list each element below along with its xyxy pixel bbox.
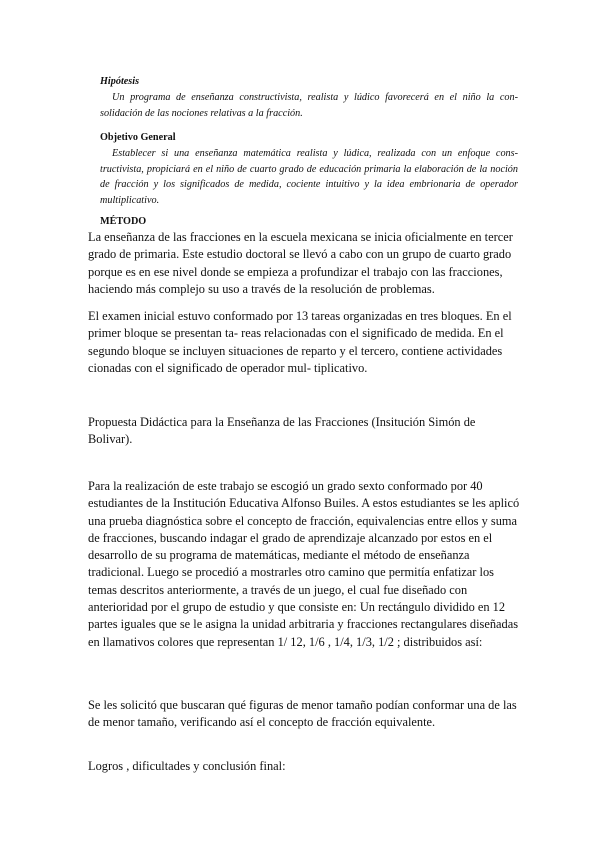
metodo-paragraph-1: La enseñanza de las fracciones en la escuela mexicana se inicia oficialmente en tercer grado de primaria. Este estudio doctoral se llevó a cabo con un grupo de cuarto grado porque es en ese nivel donde se empieza a profundizar el trabajo con las fracciones, haciendo más complejo su uso a través de la resolución de problemas. <box>88 230 513 296</box>
hipotesis-text: Un programa de enseñanza constructivista, realista y lúdico favorecerá en el niño la con- solidación de las nociones relativas a la fracción. <box>100 92 518 119</box>
objetivo-text: Establecer si una enseñanza matemática realista y lúdica, realizada con un enfoque cons- tructivista, propiciará en el niño de cuarto grado de educación primaria la elaboración de la noción de fracción y los significados de medida, cociente intuitivo y la idea embrionaria de operador multiplicativo. <box>100 148 518 206</box>
objetivo-heading: Objetivo General <box>100 132 176 143</box>
hipotesis-heading: Hipótesis <box>100 76 140 87</box>
logros-heading: Logros , dificultades y conclusión final: <box>88 759 286 773</box>
metodo-heading: MÉTODO <box>100 216 147 227</box>
metodo-paragraph-2: El examen inicial estuvo conformado por 13 tareas organizadas en tres bloques. En el primer bloque se presentan ta- reas relacionadas con el significado de medida. En el segundo bloque se incluyen situaciones de reparto y el tercero, contiene actividades cionadas con el significado de operador mul- tiplicativo. <box>88 309 512 375</box>
propuesta-title: Propuesta Didáctica para la Enseñanza de las Fracciones (Insitución Simón de Bolivar). <box>88 415 476 447</box>
propuesta-paragraph-2: Se les solicitó que buscaran qué figuras de menor tamaño podían conformar una de las de menor tamaño, verificando así el concepto de fracción equivalente. <box>88 698 517 730</box>
propuesta-paragraph-1: Para la realización de este trabajo se escogió un grado sexto conformado por 40 estudiantes de la Institución Educativa Alfonso Builes. A estos estudiantes se les aplicó una prueba diagnóstica sobre el concepto de fracción, equivalencias entre ellos y suma de fracciones, buscando indagar el grado de aprendizaje alcanzado por estos en el desarrollo de su programa de matemáticas, mediante el método de enseñanza tradicional. Luego se procedió a mostrarles otro camino que permitía enfatizar los temas descritos anteriormente, a través de un juego, el cual fue diseñado con anterioridad por el grupo de estudio y que consiste en: Un rectángulo dividido en 12 partes iguales que se le asigna la unidad arbitraria y fracciones rectangulares diseñadas en llamativos colores que representan 1/ 12, 1/6 , 1/4, 1/3, 1/2 ; distribuidos así: <box>88 479 520 649</box>
